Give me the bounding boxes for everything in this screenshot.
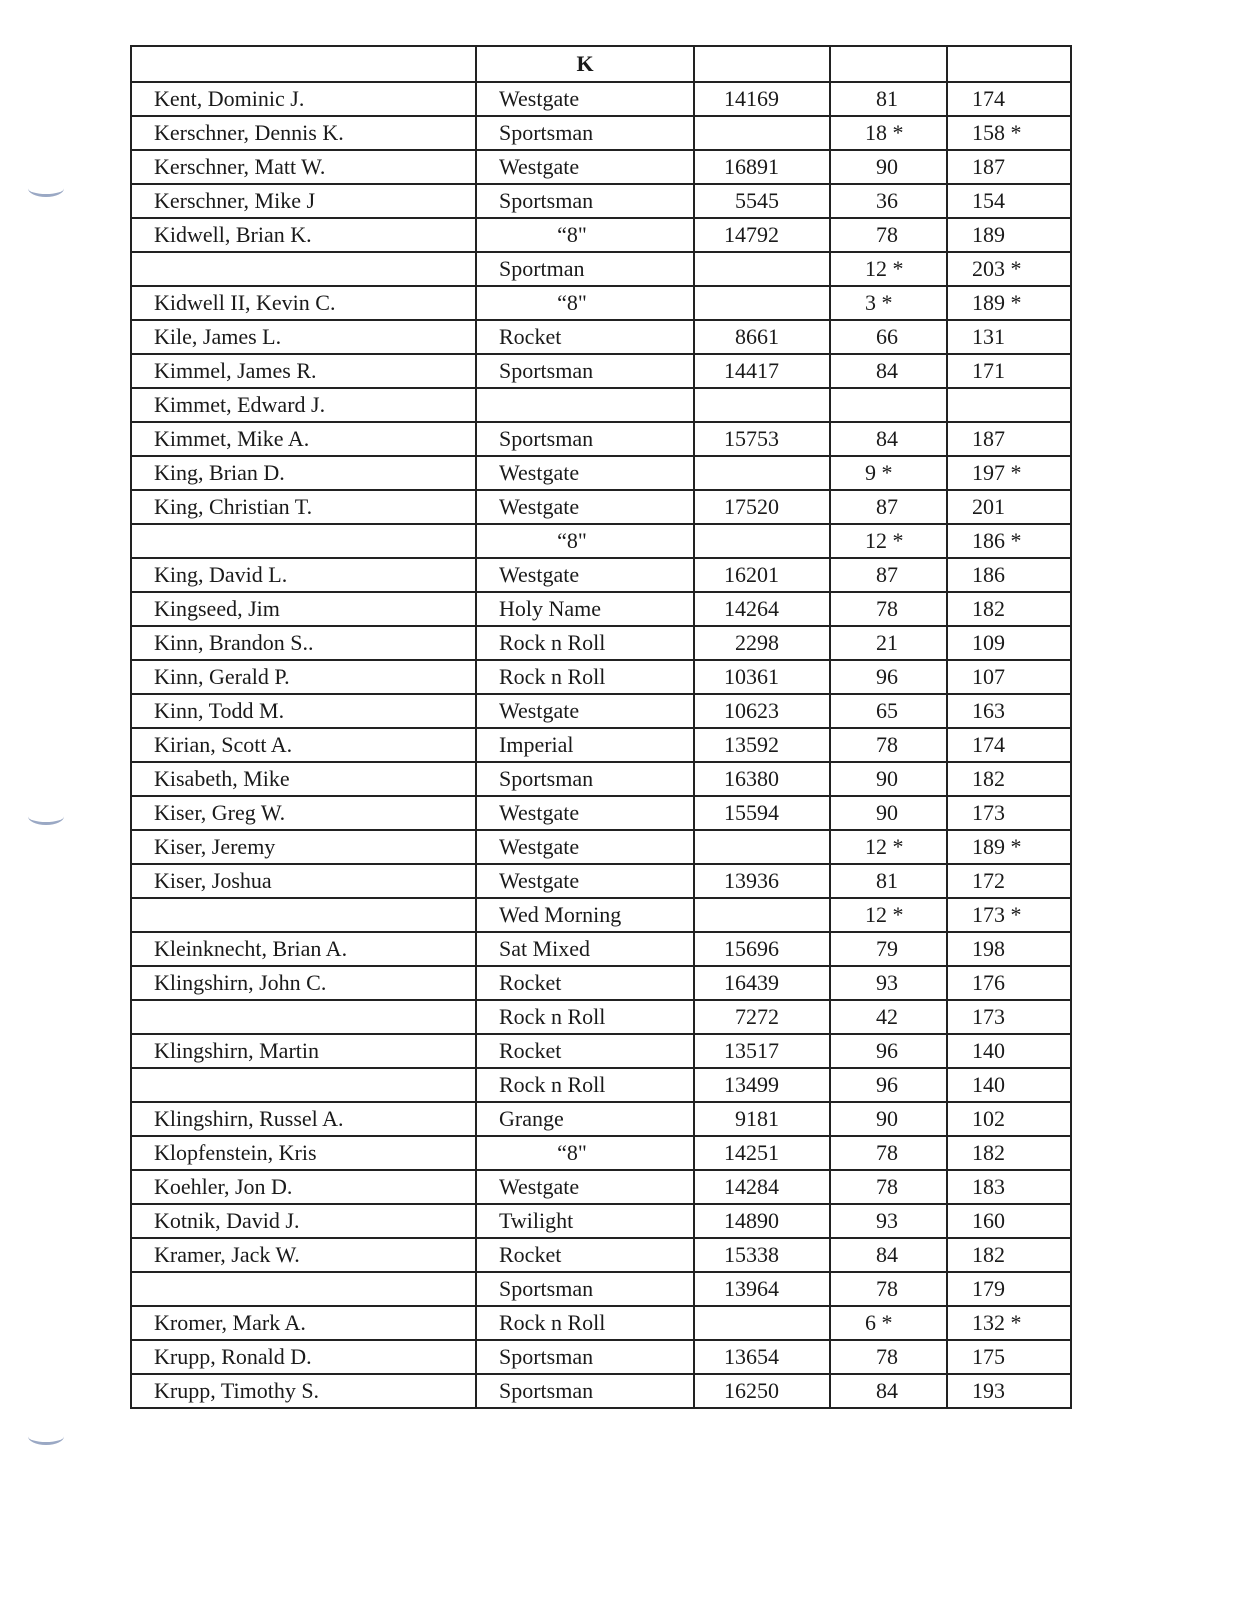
handicap: 173 * [947, 898, 1071, 932]
bowler-id: 14890 [694, 1204, 830, 1238]
bowler-id: 15753 [694, 422, 830, 456]
league-name: Westgate [476, 82, 694, 116]
bowler-id: 14264 [694, 592, 830, 626]
handicap: 182 [947, 592, 1071, 626]
bowler-id [694, 388, 830, 422]
league-name: Rocket [476, 320, 694, 354]
table-row [131, 1136, 1071, 1170]
league-name: Westgate [476, 864, 694, 898]
handicap: 187 [947, 422, 1071, 456]
table-row [131, 456, 1071, 490]
table-row [131, 116, 1071, 150]
table-row [131, 762, 1071, 796]
league-name: Westgate [476, 796, 694, 830]
handicap: 140 [947, 1034, 1071, 1068]
bowler-id: 13592 [694, 728, 830, 762]
average [830, 388, 947, 422]
league-name: Sportsman [476, 116, 694, 150]
bowler-id: 5545 [694, 184, 830, 218]
average: 78 [830, 218, 947, 252]
bowler-name [131, 1000, 476, 1034]
bowler-name: King, David L. [131, 558, 476, 592]
average: 78 [830, 728, 947, 762]
handicap: 175 [947, 1340, 1071, 1374]
handicap: 182 [947, 762, 1071, 796]
league-name: Sportsman [476, 354, 694, 388]
average: 84 [830, 1374, 947, 1408]
average: 12 * [830, 898, 947, 932]
average: 65 [830, 694, 947, 728]
handicap: 186 * [947, 524, 1071, 558]
table-row [131, 286, 1071, 320]
league-name: Rocket [476, 1034, 694, 1068]
table-row [131, 1374, 1071, 1408]
league-name: Twilight [476, 1204, 694, 1238]
league-name: Westgate [476, 558, 694, 592]
league-name: Rock n Roll [476, 1068, 694, 1102]
bowler-name: Kiser, Greg W. [131, 796, 476, 830]
league-name: Westgate [476, 150, 694, 184]
bowler-id: 10361 [694, 660, 830, 694]
table-row [131, 388, 1071, 422]
table-row [131, 694, 1071, 728]
bowler-id: 17520 [694, 490, 830, 524]
league-name: Rock n Roll [476, 660, 694, 694]
average: 84 [830, 1238, 947, 1272]
bowler-name: Kerschner, Dennis K. [131, 116, 476, 150]
handicap: 189 * [947, 830, 1071, 864]
handicap: 140 [947, 1068, 1071, 1102]
bowler-name: Kiser, Joshua [131, 864, 476, 898]
average: 93 [830, 1204, 947, 1238]
header-cell [830, 46, 947, 82]
table-row [131, 252, 1071, 286]
handicap: 189 * [947, 286, 1071, 320]
table-row [131, 354, 1071, 388]
league-name: “8" [476, 1136, 694, 1170]
bowler-name: Kingseed, Jim [131, 592, 476, 626]
bowler-id [694, 456, 830, 490]
handicap: 182 [947, 1136, 1071, 1170]
table-row [131, 218, 1071, 252]
league-name: Rocket [476, 966, 694, 1000]
bowler-id: 14792 [694, 218, 830, 252]
league-name: Westgate [476, 694, 694, 728]
bowler-id: 16201 [694, 558, 830, 592]
bowler-id: 16250 [694, 1374, 830, 1408]
average: 90 [830, 796, 947, 830]
average: 12 * [830, 252, 947, 286]
bowler-id: 14251 [694, 1136, 830, 1170]
bowler-name [131, 524, 476, 558]
league-name: Rock n Roll [476, 1306, 694, 1340]
bowler-name: King, Christian T. [131, 490, 476, 524]
average: 78 [830, 1136, 947, 1170]
table-row [131, 422, 1071, 456]
bowler-id: 13964 [694, 1272, 830, 1306]
bowler-id: 14169 [694, 82, 830, 116]
bowler-id: 16380 [694, 762, 830, 796]
table-row [131, 626, 1071, 660]
bowler-name: Kromer, Mark A. [131, 1306, 476, 1340]
bowler-id [694, 252, 830, 286]
average: 12 * [830, 524, 947, 558]
handicap: 174 [947, 82, 1071, 116]
handicap: 173 [947, 796, 1071, 830]
bowler-name [131, 898, 476, 932]
average: 96 [830, 1068, 947, 1102]
average: 78 [830, 592, 947, 626]
handicap: 163 [947, 694, 1071, 728]
table-row [131, 1170, 1071, 1204]
bowler-name: Krupp, Ronald D. [131, 1340, 476, 1374]
handicap: 109 [947, 626, 1071, 660]
table-row [131, 558, 1071, 592]
bowler-name: Kent, Dominic J. [131, 82, 476, 116]
handicap: 102 [947, 1102, 1071, 1136]
bowler-id: 15338 [694, 1238, 830, 1272]
table-row [131, 1238, 1071, 1272]
bowler-name: Kerschner, Matt W. [131, 150, 476, 184]
league-name: Sportsman [476, 1340, 694, 1374]
bowler-name: Kidwell, Brian K. [131, 218, 476, 252]
table-row [131, 592, 1071, 626]
average: 78 [830, 1340, 947, 1374]
bowler-name: Klopfenstein, Kris [131, 1136, 476, 1170]
table-row [131, 1306, 1071, 1340]
bowler-name: Kinn, Brandon S.. [131, 626, 476, 660]
average: 81 [830, 82, 947, 116]
league-name: Sat Mixed [476, 932, 694, 966]
league-name: Rocket [476, 1238, 694, 1272]
league-name: Westgate [476, 1170, 694, 1204]
header-cell [947, 46, 1071, 82]
league-name: Sportsman [476, 1374, 694, 1408]
table-row [131, 660, 1071, 694]
average: 96 [830, 660, 947, 694]
handicap: 198 [947, 932, 1071, 966]
table-row [131, 1272, 1071, 1306]
bowler-name: Kotnik, David J. [131, 1204, 476, 1238]
league-name: Sportsman [476, 1272, 694, 1306]
average: 93 [830, 966, 947, 1000]
table-row [131, 184, 1071, 218]
league-name: Sportsman [476, 184, 694, 218]
table-row [131, 150, 1071, 184]
table-row [131, 1340, 1071, 1374]
punch-hole-mark [28, 180, 64, 197]
handicap: 132 * [947, 1306, 1071, 1340]
league-name: Imperial [476, 728, 694, 762]
bowler-name: Kidwell II, Kevin C. [131, 286, 476, 320]
bowler-name: King, Brian D. [131, 456, 476, 490]
bowler-id: 7272 [694, 1000, 830, 1034]
handicap: 131 [947, 320, 1071, 354]
handicap: 160 [947, 1204, 1071, 1238]
league-name: Westgate [476, 490, 694, 524]
handicap: 193 [947, 1374, 1071, 1408]
bowler-id: 14417 [694, 354, 830, 388]
table-header-row [131, 46, 1071, 82]
bowler-id: 13517 [694, 1034, 830, 1068]
table-row [131, 1204, 1071, 1238]
bowler-id: 15696 [694, 932, 830, 966]
header-cell [131, 46, 476, 82]
handicap: 158 * [947, 116, 1071, 150]
average: 12 * [830, 830, 947, 864]
bowler-id: 15594 [694, 796, 830, 830]
league-name: Grange [476, 1102, 694, 1136]
bowler-id: 13936 [694, 864, 830, 898]
bowler-id: 13654 [694, 1340, 830, 1374]
league-name [476, 388, 694, 422]
table-row [131, 82, 1071, 116]
handicap: 154 [947, 184, 1071, 218]
handicap: 187 [947, 150, 1071, 184]
league-name: Sportman [476, 252, 694, 286]
bowler-name [131, 1272, 476, 1306]
bowler-id [694, 1306, 830, 1340]
table-row [131, 1034, 1071, 1068]
table-row [131, 966, 1071, 1000]
bowler-name: Klingshirn, Martin [131, 1034, 476, 1068]
bowler-name: Klingshirn, Russel A. [131, 1102, 476, 1136]
league-name: Holy Name [476, 592, 694, 626]
average: 42 [830, 1000, 947, 1034]
table-row [131, 524, 1071, 558]
table-row [131, 830, 1071, 864]
average: 87 [830, 490, 947, 524]
bowler-name: Kramer, Jack W. [131, 1238, 476, 1272]
bowler-name: Kinn, Todd M. [131, 694, 476, 728]
section-letter: K [476, 46, 694, 82]
bowler-id [694, 830, 830, 864]
handicap: 203 * [947, 252, 1071, 286]
bowler-id [694, 524, 830, 558]
league-name: “8" [476, 218, 694, 252]
bowler-name: Koehler, Jon D. [131, 1170, 476, 1204]
table-row [131, 932, 1071, 966]
bowler-name: Krupp, Timothy S. [131, 1374, 476, 1408]
bowler-id: 16891 [694, 150, 830, 184]
average: 90 [830, 150, 947, 184]
average: 6 * [830, 1306, 947, 1340]
bowler-id [694, 116, 830, 150]
handicap: 186 [947, 558, 1071, 592]
bowler-name: Klingshirn, John C. [131, 966, 476, 1000]
handicap [947, 388, 1071, 422]
bowler-id: 2298 [694, 626, 830, 660]
bowler-name [131, 1068, 476, 1102]
bowler-name: Kleinknecht, Brian A. [131, 932, 476, 966]
bowler-name: Kerschner, Mike J [131, 184, 476, 218]
league-name: Sportsman [476, 762, 694, 796]
bowler-id: 13499 [694, 1068, 830, 1102]
table-row [131, 796, 1071, 830]
bowler-name: Kimmel, James R. [131, 354, 476, 388]
average: 18 * [830, 116, 947, 150]
average: 96 [830, 1034, 947, 1068]
bowler-name: Kisabeth, Mike [131, 762, 476, 796]
bowler-id: 8661 [694, 320, 830, 354]
handicap: 174 [947, 728, 1071, 762]
bowler-name [131, 252, 476, 286]
handicap: 182 [947, 1238, 1071, 1272]
handicap: 171 [947, 354, 1071, 388]
handicap: 201 [947, 490, 1071, 524]
average: 9 * [830, 456, 947, 490]
bowler-id: 10623 [694, 694, 830, 728]
table-row [131, 1068, 1071, 1102]
average: 81 [830, 864, 947, 898]
bowler-id [694, 286, 830, 320]
bowler-id: 9181 [694, 1102, 830, 1136]
league-name: Rock n Roll [476, 1000, 694, 1034]
table-row [131, 320, 1071, 354]
bowler-roster-table [130, 45, 1072, 1409]
average: 87 [830, 558, 947, 592]
bowler-id [694, 898, 830, 932]
league-name: Sportsman [476, 422, 694, 456]
league-name: Rock n Roll [476, 626, 694, 660]
league-name: “8" [476, 524, 694, 558]
average: 66 [830, 320, 947, 354]
bowler-name: Kimmet, Mike A. [131, 422, 476, 456]
handicap: 172 [947, 864, 1071, 898]
header-cell [694, 46, 830, 82]
average: 90 [830, 762, 947, 796]
bowler-name: Kirian, Scott A. [131, 728, 476, 762]
punch-hole-mark [28, 1428, 64, 1445]
average: 79 [830, 932, 947, 966]
average: 78 [830, 1272, 947, 1306]
average: 90 [830, 1102, 947, 1136]
handicap: 197 * [947, 456, 1071, 490]
average: 21 [830, 626, 947, 660]
league-name: Wed Morning [476, 898, 694, 932]
table-row [131, 490, 1071, 524]
handicap: 179 [947, 1272, 1071, 1306]
handicap: 176 [947, 966, 1071, 1000]
bowler-name: Kile, James L. [131, 320, 476, 354]
bowler-name: Kiser, Jeremy [131, 830, 476, 864]
bowler-name: Kimmet, Edward J. [131, 388, 476, 422]
average: 36 [830, 184, 947, 218]
handicap: 183 [947, 1170, 1071, 1204]
handicap: 189 [947, 218, 1071, 252]
table-row [131, 728, 1071, 762]
league-name: Westgate [476, 456, 694, 490]
table-row [131, 864, 1071, 898]
average: 84 [830, 422, 947, 456]
handicap: 107 [947, 660, 1071, 694]
league-name: “8" [476, 286, 694, 320]
table-row [131, 1000, 1071, 1034]
bowler-id: 16439 [694, 966, 830, 1000]
handicap: 173 [947, 1000, 1071, 1034]
bowler-name: Kinn, Gerald P. [131, 660, 476, 694]
table-row [131, 1102, 1071, 1136]
league-name: Westgate [476, 830, 694, 864]
average: 3 * [830, 286, 947, 320]
average: 84 [830, 354, 947, 388]
table-row [131, 898, 1071, 932]
average: 78 [830, 1170, 947, 1204]
punch-hole-mark [28, 808, 64, 825]
bowler-id: 14284 [694, 1170, 830, 1204]
